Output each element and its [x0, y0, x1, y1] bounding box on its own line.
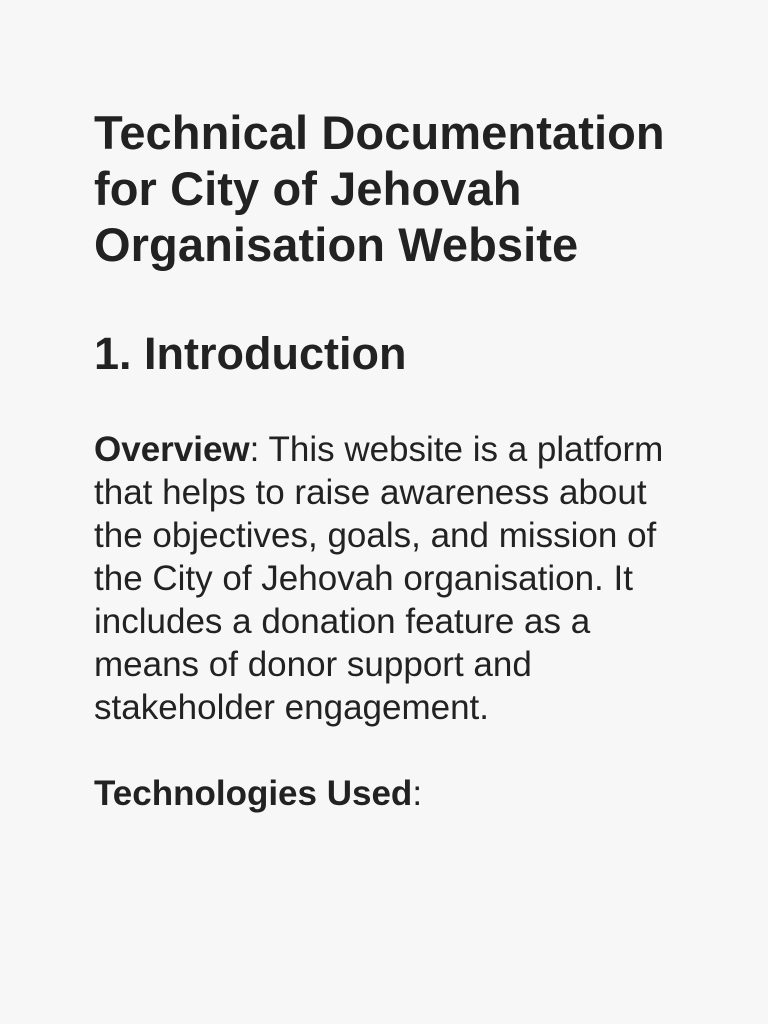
technologies-paragraph	[94, 772, 694, 815]
section-heading-introduction: 1. Introduction	[94, 328, 407, 379]
overview-paragraph	[94, 428, 694, 729]
technologies-label: Technologies Used	[94, 774, 413, 813]
overview-label: Overview	[94, 430, 250, 469]
overview-text: : This website is a platform that helps to raise awareness about the objectives, goals, and mission of the City of Jehovah organisation. It includes a donation feature as a means of donor support and stakeholder engagement.	[94, 430, 664, 727]
document-title: Technical Documentation for City of Jehovah Organisation Website	[94, 106, 665, 271]
technologies-text: :	[412, 774, 423, 813]
